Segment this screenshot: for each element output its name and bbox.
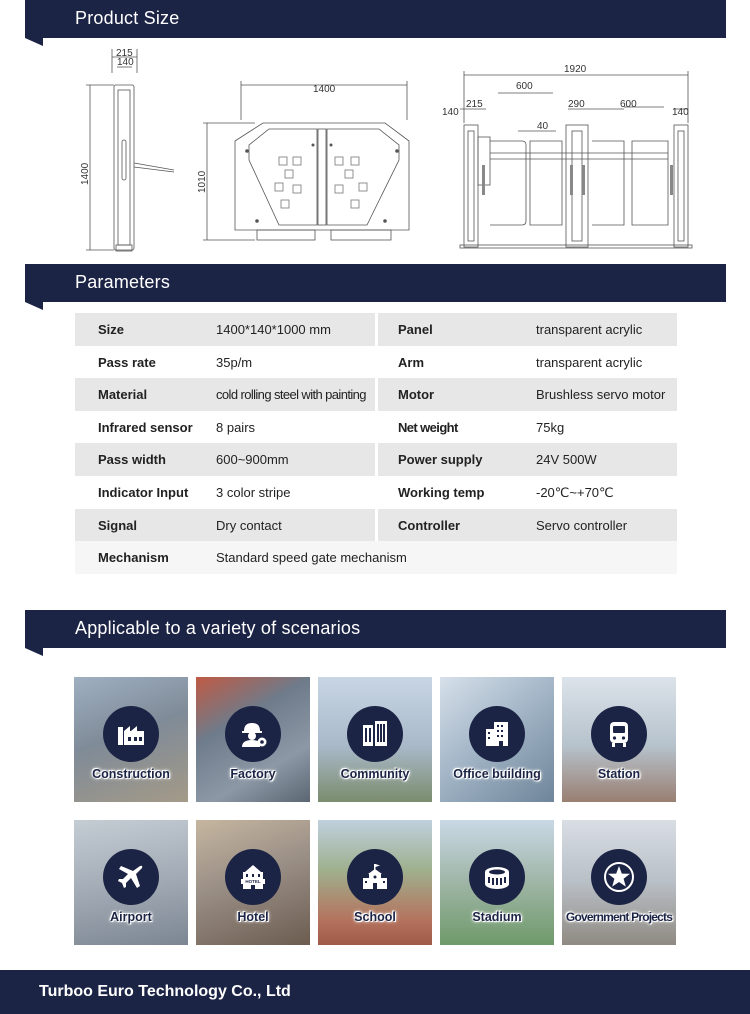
side-view-drawing bbox=[70, 45, 190, 260]
scenario-label: Office building bbox=[453, 767, 541, 781]
parameters-title: Parameters bbox=[75, 272, 171, 292]
table-row: Mechanism Standard speed gate mechanism bbox=[75, 541, 677, 574]
table-row: Signal Dry contact Controller Servo controller bbox=[75, 509, 677, 542]
side-dim-height: 1400 bbox=[80, 162, 91, 185]
product-size-banner bbox=[25, 0, 726, 38]
scenario-stadium bbox=[440, 820, 554, 945]
scenario-label: Airport bbox=[110, 910, 152, 924]
side-dim-panel: 140 bbox=[117, 57, 134, 68]
airplane-icon bbox=[103, 849, 159, 905]
scenario-label: Factory bbox=[230, 767, 276, 781]
lane-layout-drawing bbox=[438, 45, 750, 260]
hotel-icon bbox=[225, 849, 281, 905]
star-icon bbox=[591, 849, 647, 905]
scenario-factory bbox=[196, 677, 310, 802]
table-row: Indicator Input 3 color stripe Working temp -20℃~+70℃ bbox=[98, 484, 614, 500]
office-building-icon bbox=[469, 706, 525, 762]
table-row: Pass width 600~900mm Power supply 24V 500W bbox=[75, 443, 677, 476]
table-row: Infrared sensor 8 pairs Net weight 75kg bbox=[98, 419, 565, 435]
table-row: Size 1400*140*1000 mm Panel transparent acrylic bbox=[75, 313, 677, 346]
lane-dim-end-left: 140 bbox=[442, 107, 459, 118]
scenario-label: Government Projects bbox=[565, 910, 673, 924]
scenario-school bbox=[318, 820, 432, 945]
scenario-label: Hotel bbox=[237, 910, 269, 924]
parameters-banner bbox=[25, 264, 726, 302]
scenario-label: Station bbox=[597, 767, 641, 781]
company-name: Turboo Euro Technology Co., Ltd bbox=[39, 983, 291, 1000]
lane-dim-lane1: 600 bbox=[516, 81, 533, 92]
school-icon bbox=[347, 849, 403, 905]
scenario-office-building bbox=[440, 677, 554, 802]
factory-icon bbox=[103, 706, 159, 762]
scenario-station bbox=[562, 677, 676, 802]
scenario-government-projects bbox=[562, 820, 676, 945]
scenario-grid bbox=[74, 677, 678, 945]
lane-dim-total: 1920 bbox=[564, 64, 587, 75]
product-size-title: Product Size bbox=[75, 8, 180, 28]
table-row: Pass rate 35p/m Arm transparent acrylic bbox=[98, 354, 643, 370]
scenario-label: Community bbox=[340, 767, 410, 781]
front-view-drawing bbox=[195, 45, 425, 260]
lane-dim-post-mid: 290 bbox=[568, 99, 585, 110]
scenarios-title: Applicable to a variety of scenarios bbox=[75, 618, 361, 638]
svg-text:HOTEL: HOTEL bbox=[245, 879, 261, 884]
table-row: Material cold rolling steel with painting Motor Brushless servo motor bbox=[75, 378, 677, 411]
lane-dim-gap: 40 bbox=[537, 121, 549, 132]
train-icon bbox=[591, 706, 647, 762]
footer bbox=[0, 970, 750, 1014]
scenario-label: School bbox=[354, 910, 396, 924]
scenario-construction bbox=[74, 677, 188, 802]
product-drawings bbox=[0, 45, 750, 260]
side-dim-total: 215 bbox=[116, 48, 133, 59]
lane-dim-post-left: 215 bbox=[466, 99, 483, 110]
scenario-airport bbox=[74, 820, 188, 945]
worker-gear-icon bbox=[225, 706, 281, 762]
scenario-label: Construction bbox=[92, 767, 170, 781]
apartment-icon bbox=[347, 706, 403, 762]
parameters-table bbox=[75, 313, 677, 574]
scenarios-banner bbox=[25, 610, 726, 648]
stadium-icon bbox=[469, 849, 525, 905]
scenario-hotel bbox=[196, 820, 310, 945]
front-dim-height: 1010 bbox=[197, 170, 208, 193]
lane-dim-end-right: 140 bbox=[672, 107, 689, 118]
scenario-community bbox=[318, 677, 432, 802]
lane-dim-lane2: 600 bbox=[620, 99, 637, 110]
front-dim-width: 1400 bbox=[313, 84, 336, 95]
scenario-label: Stadium bbox=[472, 910, 522, 924]
